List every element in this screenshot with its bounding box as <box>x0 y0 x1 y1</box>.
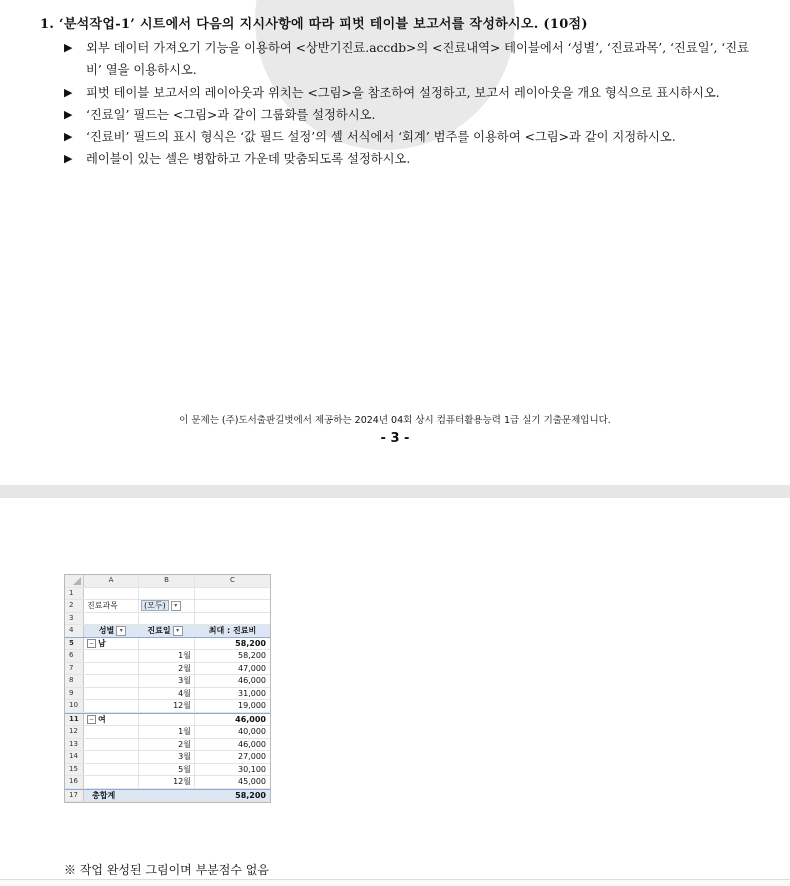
page-number: - 3 - <box>380 431 410 446</box>
instruction-list <box>64 37 754 171</box>
instruction-item: ▶ 레이블이 있는 셀은 병합하고 가운데 맞춤되도록 설정하시오. <box>64 148 754 170</box>
value-cell: 47,000 <box>238 663 266 673</box>
instruction-item: ▶ ‘진료일’ 필드는 <그림>과 같이 그룹화를 설정하시오. <box>64 104 754 126</box>
data-row: 15 5월 30,100 <box>65 764 270 777</box>
filter-value: (모두) <box>141 600 169 611</box>
data-row: 9 4월 31,000 <box>65 688 270 701</box>
data-row: 12 1월 40,000 <box>65 726 270 739</box>
month-cell: 1월 <box>139 726 195 738</box>
month-cell: 12월 <box>139 700 195 712</box>
group-name: 남 <box>98 638 106 648</box>
month-cell: 3월 <box>139 675 195 687</box>
group-name: 여 <box>98 714 106 724</box>
bullet-arrow-icon: ▶ <box>64 107 73 121</box>
grand-total-value: 58,200 <box>235 790 266 800</box>
sheet-row: 3 <box>65 613 270 626</box>
data-row: 8 3월 46,000 <box>65 675 270 688</box>
grand-total-row: 17 총합계 58,200 <box>65 789 270 803</box>
data-row: 13 2월 46,000 <box>65 739 270 752</box>
page-divider <box>0 485 790 498</box>
instruction-item: ▶ 외부 데이터 가져오기 기능을 이용하여 <상반기진료.accdb>의 <진료내역> 테이블에서 ‘성별’, ‘진료과목’, ‘진료일’, ‘진료비’ 열을 이용하시오. <box>64 37 754 82</box>
data-row: 14 3월 27,000 <box>65 751 270 764</box>
grand-total-label: 총합계 <box>84 790 139 802</box>
header-gender: 성별 <box>98 626 115 635</box>
select-all-corner <box>65 575 84 587</box>
month-cell: 2월 <box>139 739 195 751</box>
bullet-arrow-icon: ▶ <box>64 152 73 166</box>
filter-label: 진료과목 <box>84 600 139 612</box>
data-row: 7 2월 47,000 <box>65 663 270 676</box>
column-header-row <box>65 575 270 588</box>
data-row: 16 12월 45,000 <box>65 776 270 789</box>
instruction-item: ▶ ‘진료비’ 필드의 표시 형식은 ‘값 필드 설정’의 셀 서식에서 ‘회계’ 범주를 이용하여 <그림>과 같이 지정하시오. <box>64 126 754 148</box>
sheet-row: 1 <box>65 588 270 601</box>
bullet-arrow-icon: ▶ <box>64 130 73 144</box>
month-cell: 3월 <box>139 751 195 763</box>
group-row: 5 − 남 58,200 <box>65 638 270 651</box>
column-header-c: C <box>195 575 270 587</box>
value-cell: 40,000 <box>238 727 266 736</box>
filter-row: 2 진료과목 (모두) ▾ <box>65 600 270 613</box>
bullet-arrow-icon: ▶ <box>64 41 73 54</box>
question-title: 1. ‘분석작업-1’ 시트에서 다음의 지시사항에 따라 피벗 테이블 보고서를 작성하시오. (10점) <box>40 17 588 32</box>
value-cell: 19,000 <box>238 701 266 710</box>
month-cell: 4월 <box>139 688 195 700</box>
data-row: 6 1월 58,200 <box>65 650 270 663</box>
column-header-a: A <box>84 575 139 587</box>
value-cell: 46,000 <box>238 676 266 685</box>
dropdown-arrow-icon: ▾ <box>173 626 183 636</box>
value-cell: 58,200 <box>238 651 266 660</box>
value-cell: 31,000 <box>238 688 266 698</box>
header-date: 진료일 <box>147 626 171 635</box>
column-header-b: B <box>139 575 195 587</box>
group-total: 58,200 <box>235 638 266 648</box>
group-total: 46,000 <box>235 714 266 724</box>
pivot-header-row: 4 성별 ▾ 진료일 ▾ 최대 : 진료비 <box>65 625 270 638</box>
dropdown-arrow-icon: ▾ <box>171 601 181 611</box>
data-row: 10 12월 19,000 <box>65 700 270 713</box>
instruction-item: ▶ 피벗 테이블 보고서의 레이아웃과 위치는 <그림>을 참조하여 설정하고, 보고서 레이아웃을 개요 형식으로 표시하시오. <box>64 82 754 104</box>
dropdown-arrow-icon: ▾ <box>116 626 126 636</box>
value-cell: 46,000 <box>238 739 266 749</box>
collapse-icon: − <box>88 715 95 723</box>
month-cell: 5월 <box>139 764 195 776</box>
group-row: 11 − 여 46,000 <box>65 713 270 727</box>
copyright-note: 이 문제는 (주)도서출판길벗에서 제공하는 2024년 04회 상시 컴퓨터활용능력 1급 실기 기출문제입니다. <box>179 415 611 426</box>
value-cell: 45,000 <box>238 777 266 786</box>
figure-caption: ※ 작업 완성된 그림이며 부분점수 없음 <box>64 863 269 877</box>
value-cell: 30,100 <box>238 764 266 774</box>
bullet-arrow-icon: ▶ <box>64 85 73 99</box>
collapse-icon: − <box>88 639 95 647</box>
month-cell: 12월 <box>139 776 195 788</box>
header-max-fee: 최대 : 진료비 <box>208 626 257 635</box>
month-cell: 2월 <box>139 663 195 675</box>
value-cell: 27,000 <box>238 752 266 761</box>
pivot-table-figure <box>64 574 271 803</box>
month-cell: 1월 <box>139 650 195 662</box>
